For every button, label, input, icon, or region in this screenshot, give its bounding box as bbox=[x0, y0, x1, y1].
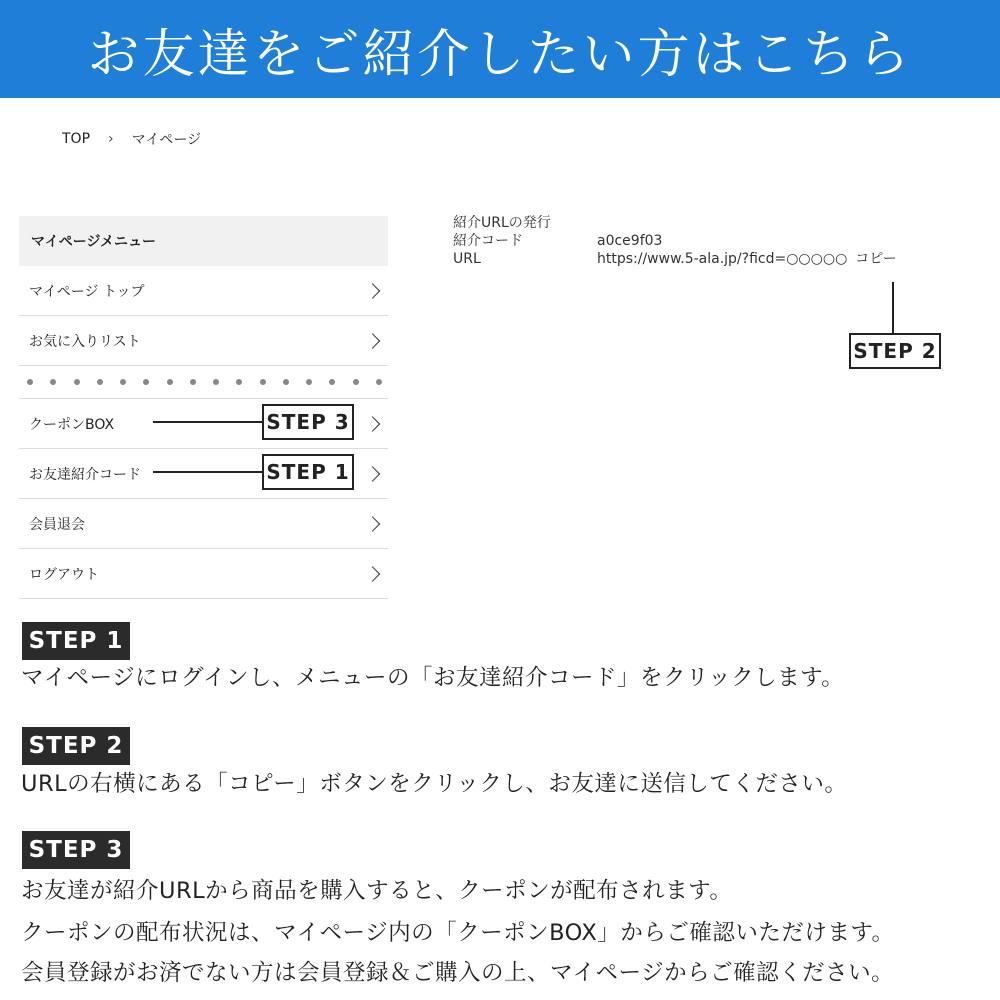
referral-url-label: URL bbox=[453, 251, 481, 267]
chevron-right-icon bbox=[365, 416, 381, 432]
menu-item-label: お気に入りリスト bbox=[29, 333, 141, 350]
callout-line-step1 bbox=[153, 471, 263, 473]
step3-text-line3: 会員登録がお済でない方は会員登録＆ご購入の上、マイページからご確認ください。 bbox=[21, 960, 895, 986]
menu-item-logout[interactable] bbox=[19, 549, 388, 599]
step3-badge: STEP 3 bbox=[22, 831, 130, 869]
step2-text: URLの右横にある「コピー」ボタンをクリックし、お友達に送信してください。 bbox=[21, 771, 848, 797]
callout-step2: STEP 2 bbox=[849, 333, 941, 369]
chevron-right-icon bbox=[365, 283, 381, 299]
referral-code-label: 紹介コード bbox=[453, 233, 523, 249]
copy-button[interactable]: コピー bbox=[855, 251, 897, 267]
menu-header: マイページメニュー bbox=[19, 216, 388, 266]
callout-step1: STEP 1 bbox=[262, 454, 354, 490]
menu-ellipsis-dots bbox=[19, 366, 388, 399]
menu-item-withdraw[interactable] bbox=[19, 499, 388, 549]
callout-step3: STEP 3 bbox=[262, 404, 354, 440]
referral-url-value: https://www.5-ala.jp/?ficd=○○○○○ bbox=[597, 251, 848, 267]
chevron-right-icon bbox=[365, 566, 381, 582]
menu-item-label: マイページ トップ bbox=[29, 283, 145, 300]
step3-text-line2: クーポンの配布状況は、マイページ内の「クーポンBOX」からご確認いただけます。 bbox=[21, 920, 895, 946]
step2-badge: STEP 2 bbox=[22, 727, 130, 765]
referral-heading: 紹介URLの発行 bbox=[453, 215, 551, 231]
referral-code-value: a0ce9f03 bbox=[597, 233, 663, 249]
breadcrumb-current: マイページ bbox=[131, 132, 202, 148]
page-banner bbox=[0, 0, 1000, 98]
breadcrumb bbox=[62, 129, 201, 149]
menu-item-label: ログアウト bbox=[29, 566, 99, 583]
step1-text: マイページにログインし、メニューの「お友達紹介コード」をクリックします。 bbox=[21, 665, 845, 691]
referral-info bbox=[453, 214, 897, 268]
menu-item-label: 会員退会 bbox=[29, 516, 85, 533]
step1-badge: STEP 1 bbox=[22, 622, 130, 660]
chevron-right-icon bbox=[365, 466, 381, 482]
breadcrumb-top-link[interactable]: TOP bbox=[62, 131, 91, 147]
menu-item-mypage-top[interactable] bbox=[19, 266, 388, 316]
banner-title: お友達をご紹介したい方はこちら bbox=[87, 24, 913, 85]
step3-text-line1: お友達が紹介URLから商品を購入すると、クーポンが配布されます。 bbox=[21, 878, 733, 904]
menu-item-favorites[interactable] bbox=[19, 316, 388, 366]
callout-line-step3 bbox=[153, 421, 263, 423]
chevron-right-icon bbox=[365, 516, 381, 532]
menu-item-label: お友達紹介コード bbox=[29, 466, 141, 483]
menu-item-label: クーポンBOX bbox=[29, 416, 115, 433]
chevron-right-icon bbox=[365, 333, 381, 349]
breadcrumb-separator-icon: › bbox=[108, 131, 114, 147]
callout-line-step2 bbox=[892, 282, 894, 334]
